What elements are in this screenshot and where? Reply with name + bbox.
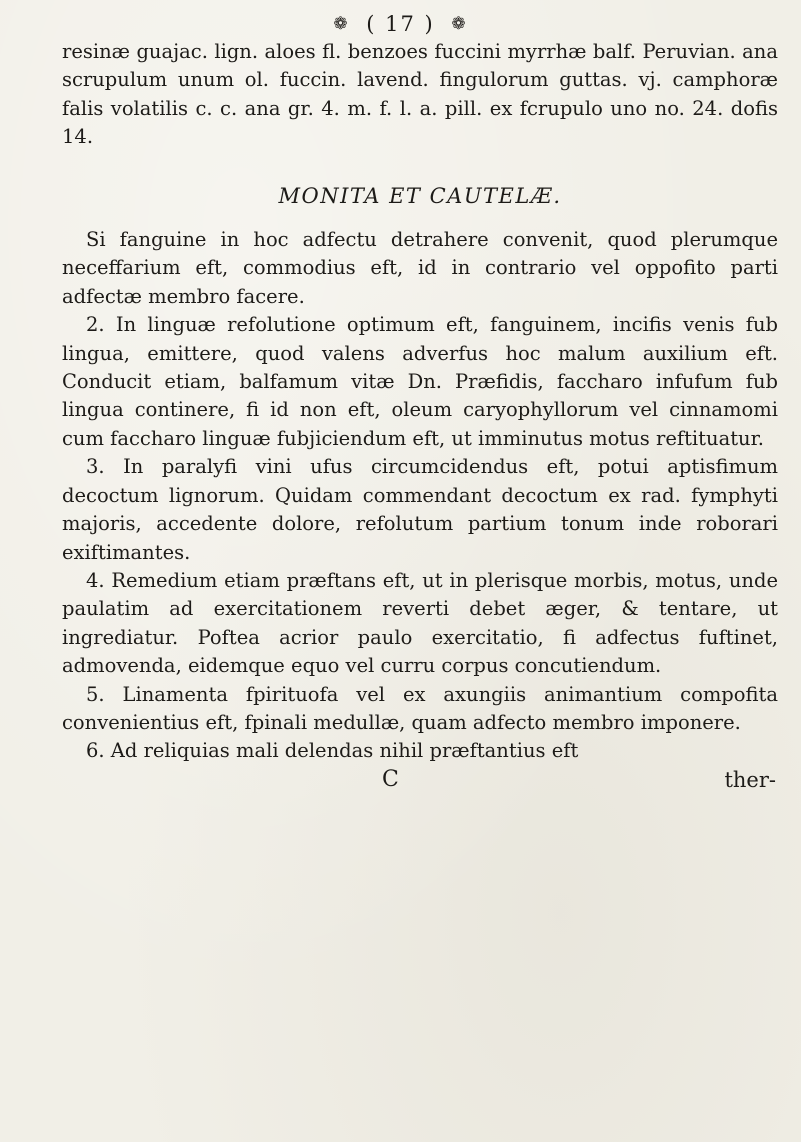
- body-text: [62, 38, 778, 794]
- signature-mark: C: [382, 766, 399, 792]
- item-paragraph: 6. Ad reliquias mali delendas nihil præftantius eft: [86, 739, 579, 763]
- intro-paragraph: resinæ guajac. lign. aloes fl. benzoes fuccini myrrhæ balf. Peruvian. ana scrupulum unum ol. fuccin. lavend. fingulorum guttas. vj. camphoræ falis volatilis c. c. ana gr. 4. m. f. l. a. pill. ex fcrupulo uno no. 24. dofis 14.: [62, 40, 778, 149]
- page-header: [0, 12, 801, 36]
- page-footer: [62, 766, 778, 794]
- item-paragraph: 5. Linamenta fpirituofa vel ex axungiis animantium compofita convenientius eft, fpinali medullæ, quam adfecto membro imponere.: [62, 682, 778, 734]
- item-paragraph: 3. In paralyfi vini ufus circumcidendus eft, potui aptisfimum decoctum lignorum. Quidam commendant decoctum ex rad. fymphyti majoris, accedente dolore, refolutum partium tonum inde roborari exiftimantes.: [62, 455, 778, 564]
- catchword: ther-: [724, 767, 776, 792]
- item-paragraph: 4. Remedium etiam præftans eft, ut in plerisque morbis, motus, unde paulatim ad exercitationem reverti debet æger, & tentare, ut ingrediatur. Poftea acrior paulo exercitatio, fi adfectus fuftinet, admovenda, eidemque equo vel curru corpus concutiendum.: [62, 568, 778, 678]
- section-title: MONITA ET CAUTELÆ.: [278, 183, 562, 208]
- item-paragraph: Si fanguine in hoc adfectu detrahere convenit, quod plerumque neceffarium eft, commodius eft, id in contrario vel oppofito parti adfectæ membro facere.: [62, 228, 778, 308]
- ornament-left-icon: ❁: [333, 14, 350, 34]
- item-paragraph: 2. In linguæ refolutione optimum eft, fanguinem, incifis venis fub lingua, emittere, quod valens adverfus hoc malum auxilium eft. Conducit etiam, balfamum vitæ Dn. Præfidis, faccharo infufum fub lingua continere, fi id non eft, oleum caryophyllorum vel cinnamomi cum faccharo linguæ fubjiciendum eft, ut imminutus motus reftituatur.: [62, 313, 778, 450]
- page-number: ( 17 ): [366, 12, 435, 36]
- ornament-right-icon: ❁: [451, 14, 468, 34]
